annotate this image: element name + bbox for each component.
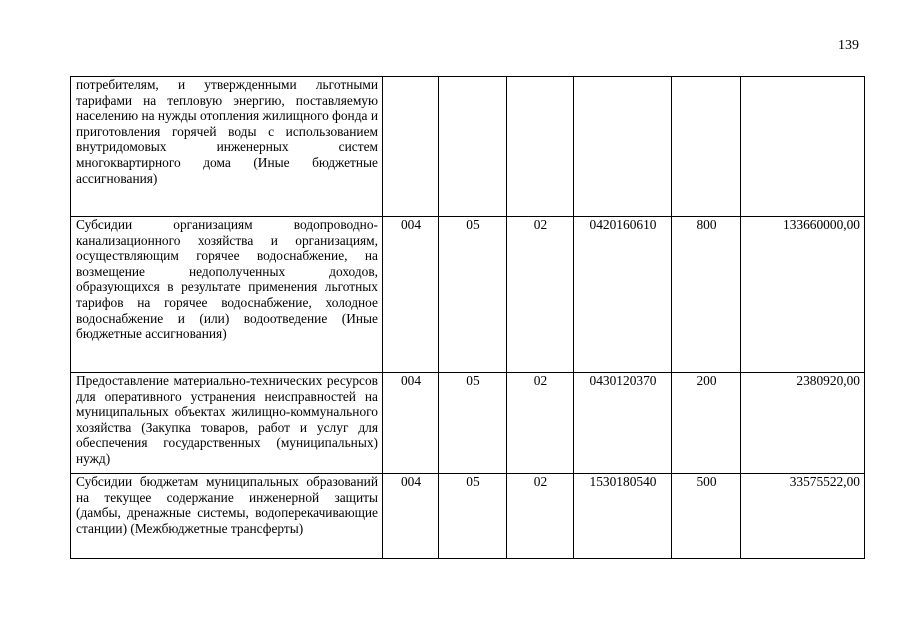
subsection-code-cell xyxy=(507,77,574,217)
page-number: 139 xyxy=(838,38,859,53)
expense-type-cell: 200 xyxy=(672,373,741,474)
target-item-cell xyxy=(574,77,672,217)
target-item-cell: 0420160610 xyxy=(574,217,672,373)
subsection-code-cell: 02 xyxy=(507,373,574,474)
amount-cell xyxy=(741,77,865,217)
subsection-code-cell: 02 xyxy=(507,217,574,373)
expense-type-cell xyxy=(672,77,741,217)
section-code-cell: 05 xyxy=(439,474,507,559)
row-description: Субсидии бюджетам муниципальных образований на текущее содержание инженерной защиты (дамбы, дренажные системы, водоперекачивающие станции) (Межбюджетные трансферты) xyxy=(71,474,383,559)
ministry-code-cell xyxy=(383,77,439,217)
table-row xyxy=(71,77,865,217)
ministry-code-cell: 004 xyxy=(383,474,439,559)
ministry-code-cell: 004 xyxy=(383,373,439,474)
section-code-cell: 05 xyxy=(439,217,507,373)
target-item-cell: 1530180540 xyxy=(574,474,672,559)
table-row xyxy=(71,373,865,474)
target-item-cell: 0430120370 xyxy=(574,373,672,474)
budget-table xyxy=(70,76,865,559)
expense-type-cell: 500 xyxy=(672,474,741,559)
row-description: Предоставление материально-технических ресурсов для оперативного устранения неисправностей на муниципальных объектах жилищно-коммунального хозяйства (Закупка товаров, работ и услуг для обеспечения государственных (муниципальных) нужд) xyxy=(71,373,383,474)
row-description: потребителям, и утвержденными льготными тарифами на тепловую энергию, поставляемую населению на нужды отопления жилищного фонда и приготовления горячей воды с использованием внутридомовых инженерных систем многоквартирного дома (Иные бюджетные ассигнования) xyxy=(71,77,383,217)
subsection-code-cell: 02 xyxy=(507,474,574,559)
expense-type-cell: 800 xyxy=(672,217,741,373)
section-code-cell xyxy=(439,77,507,217)
amount-cell: 133660000,00 xyxy=(741,217,865,373)
table-row xyxy=(71,217,865,373)
amount-cell: 33575522,00 xyxy=(741,474,865,559)
ministry-code-cell: 004 xyxy=(383,217,439,373)
table-row xyxy=(71,474,865,559)
section-code-cell: 05 xyxy=(439,373,507,474)
row-description: Субсидии организациям водопроводно-канализационного хозяйства и организациям, осуществляющим горячее водоснабжение, на возмещение недополученных доходов, образующихся в результате применения льготных тарифов на горячее водоснабжение, холодное водоснабжение и (или) водоотведение (Иные бюджетные ассигнования) xyxy=(71,217,383,373)
amount-cell: 2380920,00 xyxy=(741,373,865,474)
